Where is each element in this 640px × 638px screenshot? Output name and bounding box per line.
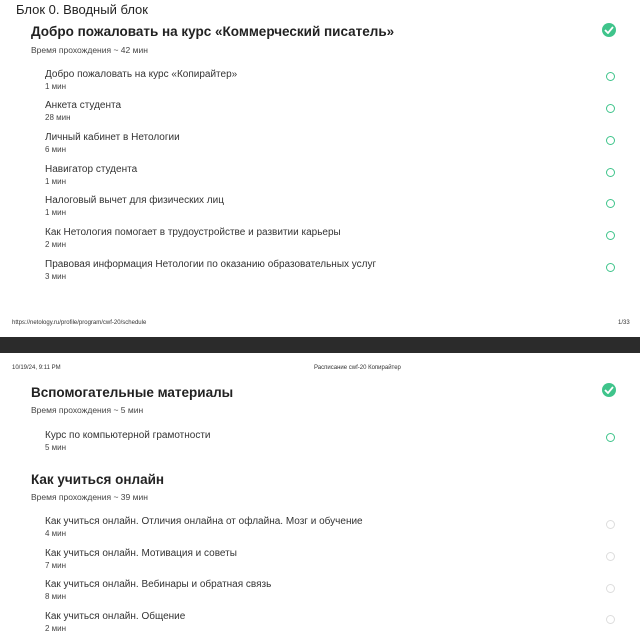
lesson-item[interactable] <box>45 516 585 538</box>
lesson-title[interactable]: Как учиться онлайн. Общение <box>45 611 186 622</box>
lesson-item[interactable] <box>45 69 585 91</box>
section-time: Время прохождения ~ 42 мин <box>31 45 148 55</box>
lesson-duration: 3 мин <box>45 272 67 281</box>
section-completed-check-icon <box>602 23 616 37</box>
lesson-item[interactable] <box>45 430 585 452</box>
section-title: Вспомогательные материалы <box>31 385 234 400</box>
header-title: Расписание cwf-20 Копирайтер <box>314 365 401 371</box>
lesson-title[interactable]: Как учиться онлайн. Отличия онлайна от офлайна. Мозг и обучение <box>45 516 363 527</box>
lesson-duration: 7 мин <box>45 561 67 570</box>
lesson-title[interactable]: Добро пожаловать на курс «Копирайтер» <box>45 69 238 80</box>
lesson-title[interactable]: Налоговый вычет для физических лиц <box>45 195 224 206</box>
section-title: Добро пожаловать на курс «Коммерческий писатель» <box>31 24 395 39</box>
lesson-status-icon <box>606 584 615 593</box>
block-title: Блок 0. Вводный блок <box>16 2 148 17</box>
lesson-duration: 8 мин <box>45 592 67 601</box>
header-date: 10/19/24, 9:11 PM <box>12 365 61 371</box>
lesson-status-icon <box>606 136 615 145</box>
lesson-title[interactable]: Анкета студента <box>45 100 122 111</box>
lesson-status-icon <box>606 72 615 81</box>
lesson-status-icon <box>606 199 615 208</box>
lesson-duration: 2 мин <box>45 624 67 633</box>
lesson-item[interactable] <box>45 100 585 122</box>
footer-url: https://netology.ru/profile/program/cwf-20/schedule <box>12 320 147 326</box>
section-time: Время прохождения ~ 5 мин <box>31 405 144 415</box>
lesson-title[interactable]: Правовая информация Нетологии по оказанию образовательных услуг <box>45 259 377 270</box>
lesson-duration: 1 мин <box>45 208 67 217</box>
lesson-status-icon <box>606 552 615 561</box>
lesson-item[interactable] <box>45 132 585 154</box>
lesson-item[interactable] <box>45 548 585 570</box>
lesson-status-icon <box>606 104 615 113</box>
lesson-item[interactable] <box>45 611 585 633</box>
lesson-duration: 28 мин <box>45 113 71 122</box>
lesson-status-icon <box>606 231 615 240</box>
lesson-title[interactable]: Как Нетология помогает в трудоустройстве и развитии карьеры <box>45 227 341 238</box>
lesson-duration: 4 мин <box>45 529 67 538</box>
lesson-item[interactable] <box>45 195 585 217</box>
section-time: Время прохождения ~ 39 мин <box>31 492 148 502</box>
section-completed-check-icon <box>602 383 616 397</box>
lesson-duration: 1 мин <box>45 177 67 186</box>
footer-page-number: 1/33 <box>618 320 630 326</box>
lesson-duration: 1 мин <box>45 82 67 91</box>
lesson-item[interactable] <box>45 164 585 186</box>
lesson-title[interactable]: Личный кабинет в Нетологии <box>45 132 180 143</box>
lesson-duration: 5 мин <box>45 443 67 452</box>
lesson-status-icon <box>606 263 615 272</box>
lesson-status-icon <box>606 433 615 442</box>
lesson-title[interactable]: Курс по компьютерной грамотности <box>45 430 211 441</box>
lesson-item[interactable] <box>45 259 585 281</box>
lesson-status-icon <box>606 615 615 624</box>
lesson-duration: 6 мин <box>45 145 67 154</box>
page-2 <box>0 353 640 638</box>
lesson-title[interactable]: Как учиться онлайн. Вебинары и обратная связь <box>45 579 272 590</box>
lesson-item[interactable] <box>45 579 585 601</box>
section-title: Как учиться онлайн <box>31 472 165 487</box>
lesson-title[interactable]: Навигатор студента <box>45 164 138 175</box>
lesson-duration: 2 мин <box>45 240 67 249</box>
lesson-title[interactable]: Как учиться онлайн. Мотивация и советы <box>45 548 237 559</box>
page-separator <box>0 337 640 353</box>
lesson-status-icon <box>606 520 615 529</box>
lesson-status-icon <box>606 168 615 177</box>
lesson-item[interactable] <box>45 227 585 249</box>
